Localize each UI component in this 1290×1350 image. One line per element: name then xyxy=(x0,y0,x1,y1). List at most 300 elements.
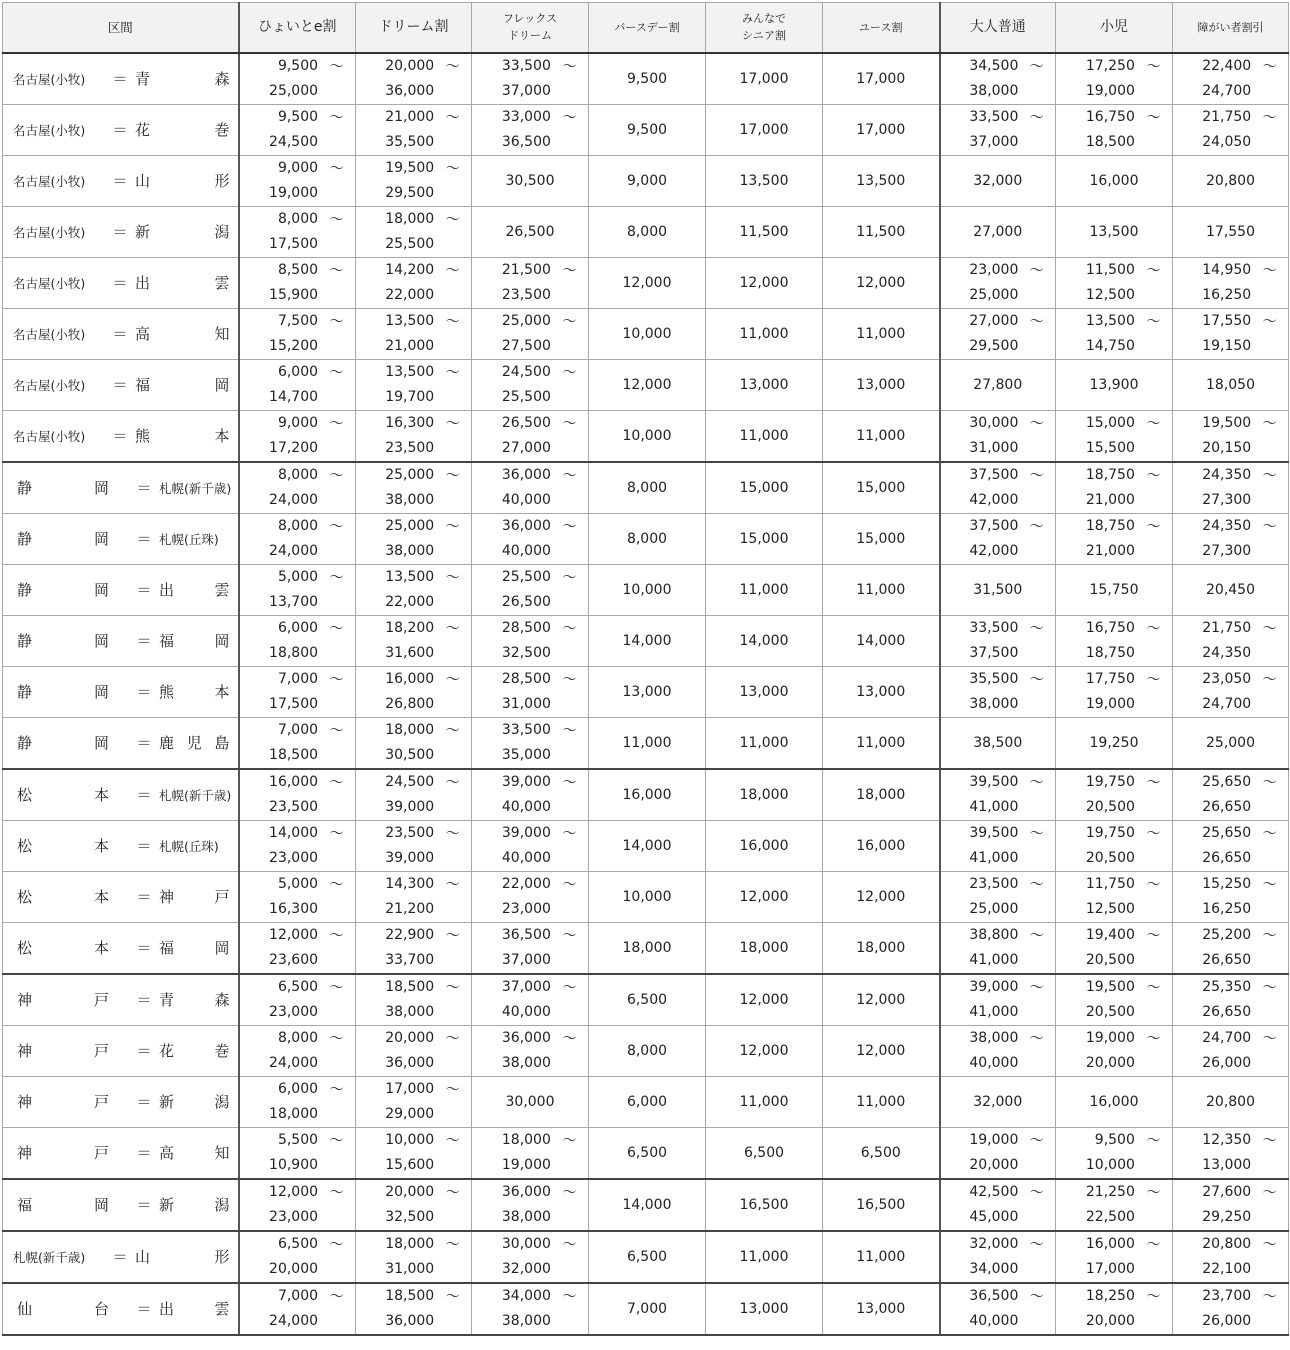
price-range-line xyxy=(472,105,588,130)
section-origin xyxy=(13,681,129,702)
price-range-line xyxy=(472,565,588,590)
price-range-line xyxy=(356,770,471,795)
price-max: 26,650 xyxy=(1202,951,1252,968)
table-row xyxy=(3,1127,1289,1179)
price-range-line xyxy=(356,309,471,334)
tilde-mark: ～ xyxy=(562,468,577,484)
price-range-line xyxy=(1173,975,1288,1000)
price-range-line xyxy=(1173,1284,1288,1309)
price-max: 26,800 xyxy=(385,695,435,712)
price-min: 18,000 xyxy=(385,722,435,738)
table-row xyxy=(3,1283,1289,1335)
dream-cell xyxy=(356,410,472,462)
section-char: 知 xyxy=(214,1144,230,1162)
section-cell xyxy=(3,1231,239,1283)
price-max: 23,000 xyxy=(501,900,551,917)
price-max: 41,000 xyxy=(969,798,1019,815)
price-range xyxy=(1056,514,1172,564)
price-max: 24,000 xyxy=(269,1054,319,1071)
child-cell: 13,500 xyxy=(1056,206,1173,257)
section-origin: 名古屋(小牧) xyxy=(13,173,86,189)
tilde-mark: ～ xyxy=(562,1185,577,1201)
price-min: 36,000 xyxy=(501,1030,551,1046)
tilde-mark: ～ xyxy=(445,1133,460,1149)
hiyoito-cell xyxy=(239,206,356,257)
tilde-mark: ～ xyxy=(329,519,344,535)
price-range xyxy=(1056,105,1172,155)
section-origin xyxy=(13,1091,129,1112)
price-max: 25,000 xyxy=(269,82,319,99)
price-min: 39,000 xyxy=(501,825,551,841)
section-cell xyxy=(3,104,239,155)
price-max: 27,300 xyxy=(1202,491,1252,508)
section-equals: ＝ xyxy=(112,1248,128,1266)
disabled-cell xyxy=(1173,1025,1289,1076)
price-min: 39,000 xyxy=(969,979,1019,995)
price-range-line xyxy=(240,411,356,436)
minna-cell: 13,500 xyxy=(706,155,823,206)
tilde-mark: ～ xyxy=(329,1185,344,1201)
tilde-mark: ～ xyxy=(1029,1237,1044,1253)
tilde-mark: ～ xyxy=(1262,263,1277,279)
price-range xyxy=(941,667,1056,717)
tilde-mark: ～ xyxy=(1262,928,1277,944)
price-max: 16,250 xyxy=(1202,286,1252,303)
price-min: 6,500 xyxy=(277,1236,319,1252)
birthday-cell: 9,500 xyxy=(589,53,706,105)
price-range xyxy=(240,770,356,820)
youth-cell: 13,500 xyxy=(823,155,940,206)
section-origin: 名古屋(小牧) xyxy=(13,71,86,87)
section-char: 戸 xyxy=(93,1093,109,1111)
section-char: 形 xyxy=(214,1248,230,1266)
section-origin xyxy=(13,937,129,958)
price-range-line xyxy=(1056,616,1172,641)
disabled-cell xyxy=(1173,871,1289,922)
price-range xyxy=(1056,258,1172,308)
section-char: 熊 xyxy=(159,683,175,701)
price-range-line xyxy=(1056,1232,1172,1257)
price-max: 23,000 xyxy=(269,1208,319,1225)
price-max: 37,000 xyxy=(501,951,551,968)
tilde-mark: ～ xyxy=(329,1082,344,1098)
section-char: 雲 xyxy=(214,274,230,292)
section-destination xyxy=(135,68,230,89)
price-min: 22,900 xyxy=(385,927,435,943)
table-row xyxy=(3,1179,1289,1231)
birthday-cell: 9,500 xyxy=(589,104,706,155)
price-max: 45,000 xyxy=(969,1208,1019,1225)
price-range-line xyxy=(356,411,471,436)
section-equals: ＝ xyxy=(112,70,128,88)
price-max: 20,500 xyxy=(1085,951,1135,968)
header-minna-senior xyxy=(706,3,823,53)
section-char: 岡 xyxy=(93,479,109,497)
price-range xyxy=(1173,105,1288,155)
youth-cell: 12,000 xyxy=(823,974,940,1026)
hiyoito-cell xyxy=(239,1076,356,1127)
disabled-cell xyxy=(1173,308,1289,359)
flex-cell xyxy=(472,53,589,105)
section-origin xyxy=(13,1040,129,1061)
tilde-mark: ～ xyxy=(1146,314,1161,330)
price-range xyxy=(1173,1232,1288,1282)
minna-cell: 11,000 xyxy=(706,717,823,769)
tilde-mark: ～ xyxy=(562,1289,577,1305)
price-range-line xyxy=(240,718,356,743)
price-max: 38,000 xyxy=(969,82,1019,99)
price-max: 24,000 xyxy=(269,542,319,559)
table-row xyxy=(3,769,1289,821)
section-route xyxy=(13,718,230,768)
dream-cell xyxy=(356,564,472,615)
disabled-cell xyxy=(1173,1127,1289,1179)
price-range xyxy=(356,565,471,615)
flex-cell xyxy=(472,1025,589,1076)
minna-cell: 15,000 xyxy=(706,513,823,564)
price-max: 15,200 xyxy=(269,337,319,354)
price-min: 37,000 xyxy=(501,979,551,995)
youth-cell: 16,500 xyxy=(823,1179,940,1231)
section-route xyxy=(13,667,230,717)
tilde-mark: ～ xyxy=(1262,314,1277,330)
tilde-mark: ～ xyxy=(562,1031,577,1047)
table-row xyxy=(3,974,1289,1026)
price-min: 19,500 xyxy=(385,160,435,176)
price-range-line xyxy=(1056,514,1172,539)
hiyoito-cell xyxy=(239,615,356,666)
dream-cell xyxy=(356,462,472,514)
tilde-mark: ～ xyxy=(329,826,344,842)
tilde-mark: ～ xyxy=(329,1133,344,1149)
price-range xyxy=(240,156,356,206)
price-range xyxy=(472,54,588,104)
price-range-line xyxy=(356,156,471,181)
flex-cell xyxy=(472,513,589,564)
tilde-mark: ～ xyxy=(1146,1289,1161,1305)
price-range xyxy=(472,514,588,564)
section-cell xyxy=(3,359,239,410)
disabled-cell xyxy=(1173,820,1289,871)
section-char: 岡 xyxy=(93,632,109,650)
price-max: 26,650 xyxy=(1202,798,1252,815)
section-destination xyxy=(135,1246,230,1267)
birthday-cell: 8,000 xyxy=(589,513,706,564)
section-equals: ＝ xyxy=(112,427,128,445)
minna-cell: 11,000 xyxy=(706,410,823,462)
price-range-line xyxy=(1173,54,1288,79)
hiyoito-cell xyxy=(239,257,356,308)
price-min: 8,000 xyxy=(277,518,319,534)
price-min: 16,000 xyxy=(269,774,319,790)
section-origin: 名古屋(小牧) xyxy=(13,122,86,138)
price-range-line xyxy=(356,1180,471,1205)
section-char: 神 xyxy=(17,1144,33,1162)
price-max: 24,050 xyxy=(1202,133,1252,150)
price-min: 36,000 xyxy=(501,1184,551,1200)
price-min: 25,500 xyxy=(501,569,551,585)
section-char: 神 xyxy=(17,1093,33,1111)
price-min: 28,500 xyxy=(501,620,551,636)
section-char: 本 xyxy=(93,786,109,804)
price-range xyxy=(356,1077,471,1127)
table-row xyxy=(3,717,1289,769)
price-range-line xyxy=(472,1026,588,1051)
tilde-mark: ～ xyxy=(1146,519,1161,535)
price-max: 15,500 xyxy=(1085,439,1135,456)
header-adult: 大人普通 xyxy=(940,3,1056,53)
price-min: 21,250 xyxy=(1085,1184,1135,1200)
price-min: 19,400 xyxy=(1085,927,1135,943)
price-range xyxy=(472,872,588,922)
price-range xyxy=(472,667,588,717)
price-range xyxy=(1173,309,1288,359)
birthday-cell: 10,000 xyxy=(589,410,706,462)
price-max: 18,000 xyxy=(269,1105,319,1122)
price-range-line xyxy=(356,872,471,897)
price-range xyxy=(1173,463,1288,513)
tilde-mark: ～ xyxy=(562,621,577,637)
section-route xyxy=(13,1232,230,1282)
price-min: 12,000 xyxy=(269,927,319,943)
youth-cell: 11,500 xyxy=(823,206,940,257)
price-max: 19,000 xyxy=(269,184,319,201)
tilde-mark: ～ xyxy=(1029,416,1044,432)
header-flex-line1: フレックス xyxy=(502,12,558,26)
price-max: 24,700 xyxy=(1202,82,1252,99)
table-row xyxy=(3,308,1289,359)
tilde-mark: ～ xyxy=(1029,1031,1044,1047)
dream-cell xyxy=(356,1127,472,1179)
price-range-line xyxy=(472,1128,588,1153)
price-max: 20,000 xyxy=(969,1156,1019,1173)
price-range xyxy=(240,821,356,871)
section-char: 出 xyxy=(159,1300,175,1318)
minna-cell: 13,000 xyxy=(706,1283,823,1335)
price-range-line xyxy=(941,667,1056,692)
price-min: 19,750 xyxy=(1085,825,1135,841)
tilde-mark: ～ xyxy=(1262,1185,1277,1201)
section-char: 新 xyxy=(159,1093,175,1111)
tilde-mark: ～ xyxy=(1029,672,1044,688)
section-char: 松 xyxy=(17,786,33,804)
price-max: 40,000 xyxy=(501,798,551,815)
tilde-mark: ～ xyxy=(562,519,577,535)
section-origin: 名古屋(小牧) xyxy=(13,224,86,240)
tilde-mark: ～ xyxy=(445,212,460,228)
disabled-cell xyxy=(1173,104,1289,155)
price-range xyxy=(240,258,356,308)
table-row xyxy=(3,462,1289,514)
price-max: 20,150 xyxy=(1202,439,1252,456)
tilde-mark: ～ xyxy=(329,314,344,330)
price-min: 13,500 xyxy=(1085,313,1135,329)
price-range-line xyxy=(1173,667,1288,692)
price-min: 16,750 xyxy=(1085,109,1135,125)
price-range xyxy=(1173,821,1288,871)
section-char: 福 xyxy=(17,1196,33,1214)
price-min: 19,500 xyxy=(1202,415,1252,431)
price-range xyxy=(941,770,1056,820)
section-destination: 札幌(丘珠) xyxy=(159,531,219,547)
price-range-line xyxy=(472,54,588,79)
price-range-line xyxy=(1056,411,1172,436)
price-max: 21,200 xyxy=(385,900,435,917)
tilde-mark: ～ xyxy=(1146,468,1161,484)
price-max: 38,000 xyxy=(501,1312,551,1329)
section-cell xyxy=(3,1179,239,1231)
price-range-line xyxy=(941,514,1056,539)
price-range xyxy=(472,1180,588,1230)
birthday-cell: 14,000 xyxy=(589,1179,706,1231)
youth-cell: 15,000 xyxy=(823,513,940,564)
price-range-line xyxy=(1056,923,1172,948)
adult-cell xyxy=(940,104,1056,155)
dream-cell xyxy=(356,769,472,821)
table-body xyxy=(3,53,1289,1335)
flex-cell xyxy=(472,462,589,514)
price-max: 22,000 xyxy=(385,593,435,610)
hiyoito-cell xyxy=(239,513,356,564)
price-range xyxy=(240,872,356,922)
price-range xyxy=(472,770,588,820)
section-char: 雲 xyxy=(214,581,230,599)
price-range xyxy=(356,1232,471,1282)
tilde-mark: ～ xyxy=(1262,110,1277,126)
section-equals: ＝ xyxy=(136,530,152,548)
section-char: 花 xyxy=(135,121,151,139)
price-range-line xyxy=(356,923,471,948)
price-range xyxy=(1173,975,1288,1025)
tilde-mark: ～ xyxy=(1146,775,1161,791)
price-range xyxy=(1056,770,1172,820)
price-range-line xyxy=(356,258,471,283)
adult-cell: 31,500 xyxy=(940,564,1056,615)
table-row xyxy=(3,1025,1289,1076)
price-max: 35,500 xyxy=(385,133,435,150)
price-max: 31,000 xyxy=(969,439,1019,456)
section-equals: ＝ xyxy=(112,376,128,394)
price-range-line xyxy=(1173,1180,1288,1205)
price-range-line xyxy=(356,207,471,232)
price-range xyxy=(941,1232,1056,1282)
youth-cell: 15,000 xyxy=(823,462,940,514)
price-range xyxy=(356,718,471,768)
price-min: 21,750 xyxy=(1202,620,1252,636)
disabled-cell xyxy=(1173,462,1289,514)
price-range xyxy=(941,1026,1056,1076)
section-char: 新 xyxy=(159,1196,175,1214)
minna-cell: 12,000 xyxy=(706,1025,823,1076)
price-max: 18,750 xyxy=(1085,644,1135,661)
birthday-cell: 18,000 xyxy=(589,922,706,974)
tilde-mark: ～ xyxy=(445,110,460,126)
section-destination xyxy=(159,989,230,1010)
price-max: 10,900 xyxy=(269,1156,319,1173)
youth-cell: 14,000 xyxy=(823,615,940,666)
price-range xyxy=(356,667,471,717)
price-range-line xyxy=(941,1180,1056,1205)
price-max: 24,000 xyxy=(269,491,319,508)
section-char: 山 xyxy=(135,1248,151,1266)
adult-cell xyxy=(940,308,1056,359)
price-max: 20,000 xyxy=(1085,1312,1135,1329)
price-min: 19,000 xyxy=(1085,1030,1135,1046)
dream-cell xyxy=(356,1179,472,1231)
price-min: 25,200 xyxy=(1202,927,1252,943)
price-range xyxy=(240,1026,356,1076)
section-destination xyxy=(159,630,230,651)
tilde-mark: ～ xyxy=(329,723,344,739)
price-min: 19,000 xyxy=(969,1132,1019,1148)
header-row xyxy=(3,3,1289,53)
tilde-mark: ～ xyxy=(1146,1133,1161,1149)
tilde-mark: ～ xyxy=(445,1289,460,1305)
price-max: 17,500 xyxy=(269,235,319,252)
price-range-line xyxy=(240,975,356,1000)
price-range xyxy=(356,770,471,820)
section-cell xyxy=(3,615,239,666)
tilde-mark: ～ xyxy=(562,365,577,381)
price-max: 34,000 xyxy=(969,1260,1019,1277)
disabled-cell xyxy=(1173,1179,1289,1231)
price-max: 40,000 xyxy=(501,849,551,866)
price-min: 36,500 xyxy=(501,927,551,943)
hiyoito-cell xyxy=(239,717,356,769)
tilde-mark: ～ xyxy=(1146,877,1161,893)
tilde-mark: ～ xyxy=(562,314,577,330)
price-range xyxy=(1056,1128,1172,1178)
price-range xyxy=(240,514,356,564)
section-equals: ＝ xyxy=(112,223,128,241)
price-min: 15,000 xyxy=(1085,415,1135,431)
section-cell xyxy=(3,922,239,974)
minna-cell: 17,000 xyxy=(706,104,823,155)
price-min: 32,000 xyxy=(969,1236,1019,1252)
section-route xyxy=(13,1026,230,1076)
child-cell xyxy=(1056,820,1173,871)
price-min: 18,000 xyxy=(385,1236,435,1252)
tilde-mark: ～ xyxy=(1262,468,1277,484)
price-max: 36,000 xyxy=(385,1054,435,1071)
birthday-cell: 7,000 xyxy=(589,1283,706,1335)
section-char: 松 xyxy=(17,837,33,855)
price-range-line xyxy=(1173,770,1288,795)
flex-cell xyxy=(472,1231,589,1283)
adult-cell xyxy=(940,462,1056,514)
price-range-line xyxy=(1056,309,1172,334)
minna-cell: 6,500 xyxy=(706,1127,823,1179)
price-range xyxy=(472,616,588,666)
tilde-mark: ～ xyxy=(562,59,577,75)
price-min: 23,700 xyxy=(1202,1288,1252,1304)
section-char: 岡 xyxy=(93,581,109,599)
price-range xyxy=(472,718,588,768)
price-min: 8,000 xyxy=(277,467,319,483)
section-route xyxy=(13,54,230,104)
price-min: 24,350 xyxy=(1202,467,1252,483)
price-range xyxy=(356,54,471,104)
price-min: 18,000 xyxy=(501,1132,551,1148)
price-range-line xyxy=(472,411,588,436)
adult-cell xyxy=(940,666,1056,717)
youth-cell: 12,000 xyxy=(823,257,940,308)
price-range xyxy=(240,975,356,1025)
price-range xyxy=(472,411,588,461)
section-origin xyxy=(13,989,129,1010)
price-range xyxy=(356,975,471,1025)
price-max: 17,000 xyxy=(1085,1260,1135,1277)
